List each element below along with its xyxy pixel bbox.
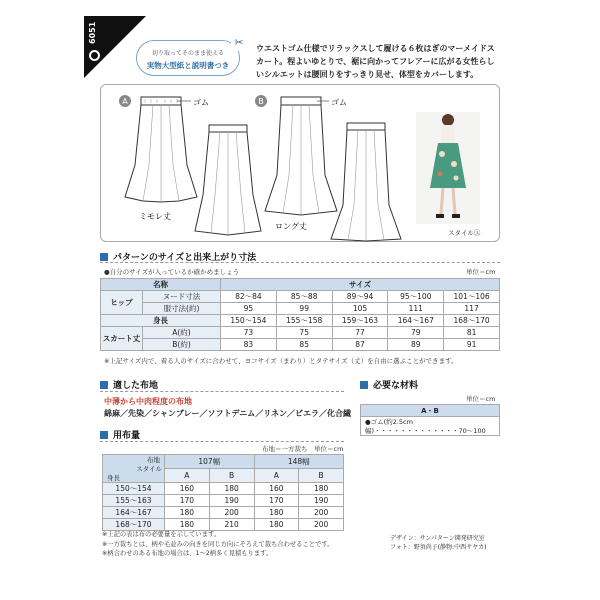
- photo-style-label: スタイルⒶ: [448, 229, 481, 237]
- w148-header: 148幅: [254, 455, 344, 469]
- table-row: [101, 339, 500, 351]
- cell: 77: [332, 327, 388, 339]
- size-table: [100, 278, 500, 351]
- table-row: [361, 405, 500, 417]
- table-row: [101, 327, 500, 339]
- cell: 101〜106: [444, 291, 500, 303]
- cell: 155〜158: [276, 315, 332, 327]
- cell: 82〜84: [221, 291, 277, 303]
- skirt-b-back: [331, 123, 401, 241]
- fabric-label: 布地: [147, 456, 160, 464]
- cell: 89〜94: [332, 291, 388, 303]
- credits: [390, 534, 486, 552]
- cell: 180: [165, 507, 210, 519]
- divider: [100, 391, 344, 392]
- style-label: スタイル: [136, 465, 162, 473]
- cell: 164〜167: [388, 315, 444, 327]
- cell: 180: [165, 519, 210, 531]
- cell: 95〜100: [388, 291, 444, 303]
- cell: 99: [276, 303, 332, 315]
- pattern-included-badge: [136, 36, 244, 76]
- cell: 200: [209, 507, 254, 519]
- intro-text: ウエストゴム仕様でリラックスして履ける６枚はぎのマーメイドスカート。程よいゆとりで、裾に向かってフレアーに広がる女性らしいシルエットは腰回りをすっきり見せ、体型をカバーします。: [256, 44, 495, 79]
- col-b: B: [299, 469, 344, 483]
- cell: 75: [276, 327, 332, 339]
- table-row: [101, 291, 500, 303]
- cell: 81: [444, 327, 500, 339]
- table-row: [103, 507, 344, 519]
- col-a: A: [254, 469, 299, 483]
- cell: 83: [221, 339, 277, 351]
- skirt-label: スカート丈: [101, 327, 143, 351]
- section-square-icon: [100, 431, 108, 439]
- cell: 180: [254, 519, 299, 531]
- cell: 168〜170: [444, 315, 500, 327]
- table-row: [103, 483, 344, 495]
- section-square-icon: [100, 253, 108, 261]
- materials-section-title: [360, 378, 418, 391]
- diag-header: [103, 455, 165, 483]
- cell: 150〜154: [221, 315, 277, 327]
- cell: 170: [254, 495, 299, 507]
- garment-label: 服寸法(約): [143, 303, 221, 315]
- cell: 85: [276, 339, 332, 351]
- size-section-title-text: パターンのサイズと出来上がり寸法: [113, 253, 257, 263]
- gomu-b-label: ゴム: [331, 98, 347, 107]
- divider: [100, 262, 500, 263]
- table-row: [103, 519, 344, 531]
- cell: 155〜163: [103, 495, 165, 507]
- skirt-b-front: [265, 97, 337, 215]
- materials-unit: 単位＝cm: [466, 395, 496, 403]
- cell: 168〜170: [103, 519, 165, 531]
- cell: 190: [299, 495, 344, 507]
- col-b: B: [209, 469, 254, 483]
- cell: 95: [221, 303, 277, 315]
- cell: 210: [209, 519, 254, 531]
- note-line: ※上記の表は布の必要量を示しています。: [102, 531, 221, 538]
- model-photo: [416, 112, 480, 224]
- col-size: サイズ: [221, 279, 500, 291]
- cell: 91: [444, 339, 500, 351]
- yardage-title-text: 用布量: [113, 431, 141, 441]
- cell: 73: [221, 327, 277, 339]
- a-caption: ミモレ丈: [139, 212, 171, 221]
- fabric-list: 綿麻／先染／シャンブレー／ソフトデニム／リネン／ビエラ／化合繊: [104, 409, 352, 418]
- b-label: B(約): [143, 339, 221, 351]
- cell: 117: [444, 303, 500, 315]
- cell: 170: [165, 495, 210, 507]
- cell: 180: [254, 507, 299, 519]
- circle-icon: [89, 50, 100, 61]
- cell: 180: [299, 483, 344, 495]
- size-unit: 単位＝cm: [466, 268, 496, 276]
- table-row: [101, 303, 500, 315]
- fabric-subtitle: 中薄から中肉程度の布地: [104, 397, 192, 406]
- b-caption: ロング丈: [275, 222, 307, 231]
- fabric-title-text: 適した布地: [113, 381, 159, 391]
- table-row: [361, 417, 500, 436]
- cut-badge-line2: 実物大型紙と説明書つき: [146, 61, 230, 70]
- cut-badge-line1: 切り取ってそのまま使える: [151, 50, 224, 57]
- materials-table: [360, 404, 500, 436]
- table-row: [103, 455, 344, 469]
- yardage-table: [102, 454, 344, 531]
- cell: 164〜167: [103, 507, 165, 519]
- cell: 89: [388, 339, 444, 351]
- cell: 200: [299, 507, 344, 519]
- cell: 160: [254, 483, 299, 495]
- scissors-icon: ✂: [231, 35, 247, 51]
- section-square-icon: [100, 381, 108, 389]
- credit-photo: フォト：野須尚子(静物:中西サヤカ): [390, 544, 487, 551]
- cell: 180: [209, 483, 254, 495]
- note-line: ※一方裁ちとは、柄や毛並みの向きを同じ方向にそろえて裁ち合わせることです。: [102, 540, 334, 548]
- style-a-letter: A: [122, 97, 128, 106]
- cell: 87: [332, 339, 388, 351]
- yardage-section-title: [100, 428, 140, 441]
- materials-title-text: 必要な材料: [373, 381, 419, 391]
- style-b-letter: B: [258, 97, 264, 106]
- cell: 111: [388, 303, 444, 315]
- note-line: ※柄合わせのある布地の場合は、1〜2柄多く見積もります。: [102, 550, 273, 557]
- table-row: [101, 315, 500, 327]
- cell: 105: [332, 303, 388, 315]
- cell: 200: [299, 519, 344, 531]
- nude-label: ヌード寸法: [143, 291, 221, 303]
- skirt-a-front: [125, 97, 197, 202]
- yardage-notes: [102, 530, 362, 559]
- gomu-a-label: ゴム: [193, 98, 209, 107]
- cell: 150〜154: [103, 483, 165, 495]
- cell: 85〜88: [276, 291, 332, 303]
- divider: [100, 441, 344, 442]
- height-label: 身長: [107, 474, 120, 482]
- materials-item: ●ゴム(約2.5cm幅)・・・・・・・・・・・・・70〜100: [361, 417, 500, 436]
- section-square-icon: [360, 381, 368, 389]
- materials-head: A・B: [361, 405, 500, 417]
- col-a: A: [165, 469, 210, 483]
- table-row: [101, 279, 500, 291]
- cell: 190: [209, 495, 254, 507]
- w107-header: 107幅: [165, 455, 255, 469]
- size-note: ●自分のサイズが入っているか確かめましょう: [104, 268, 240, 276]
- a-label: A(約): [143, 327, 221, 339]
- hip-label: ヒップ: [101, 291, 143, 315]
- cell: 159〜163: [332, 315, 388, 327]
- cell: 160: [165, 483, 210, 495]
- pattern-number: 6051: [88, 21, 97, 44]
- col-name: 名称: [101, 279, 221, 291]
- skirt-a-back: [195, 125, 261, 235]
- yardage-meta: 布地＝一方裁ち 単位＝cm: [262, 445, 344, 453]
- size-footnote: ※上記サイズ内で、着る人のサイズに合わせて、ヨコサイズ（まわり）とタテサイズ（丈）を自由に選ぶことができます。: [104, 357, 458, 365]
- cell: 79: [388, 327, 444, 339]
- credit-design: デザイン：サンパターン開発研究室: [390, 535, 485, 542]
- fabric-section-title: [100, 378, 158, 391]
- height-label: 身長: [101, 315, 221, 327]
- table-row: [103, 495, 344, 507]
